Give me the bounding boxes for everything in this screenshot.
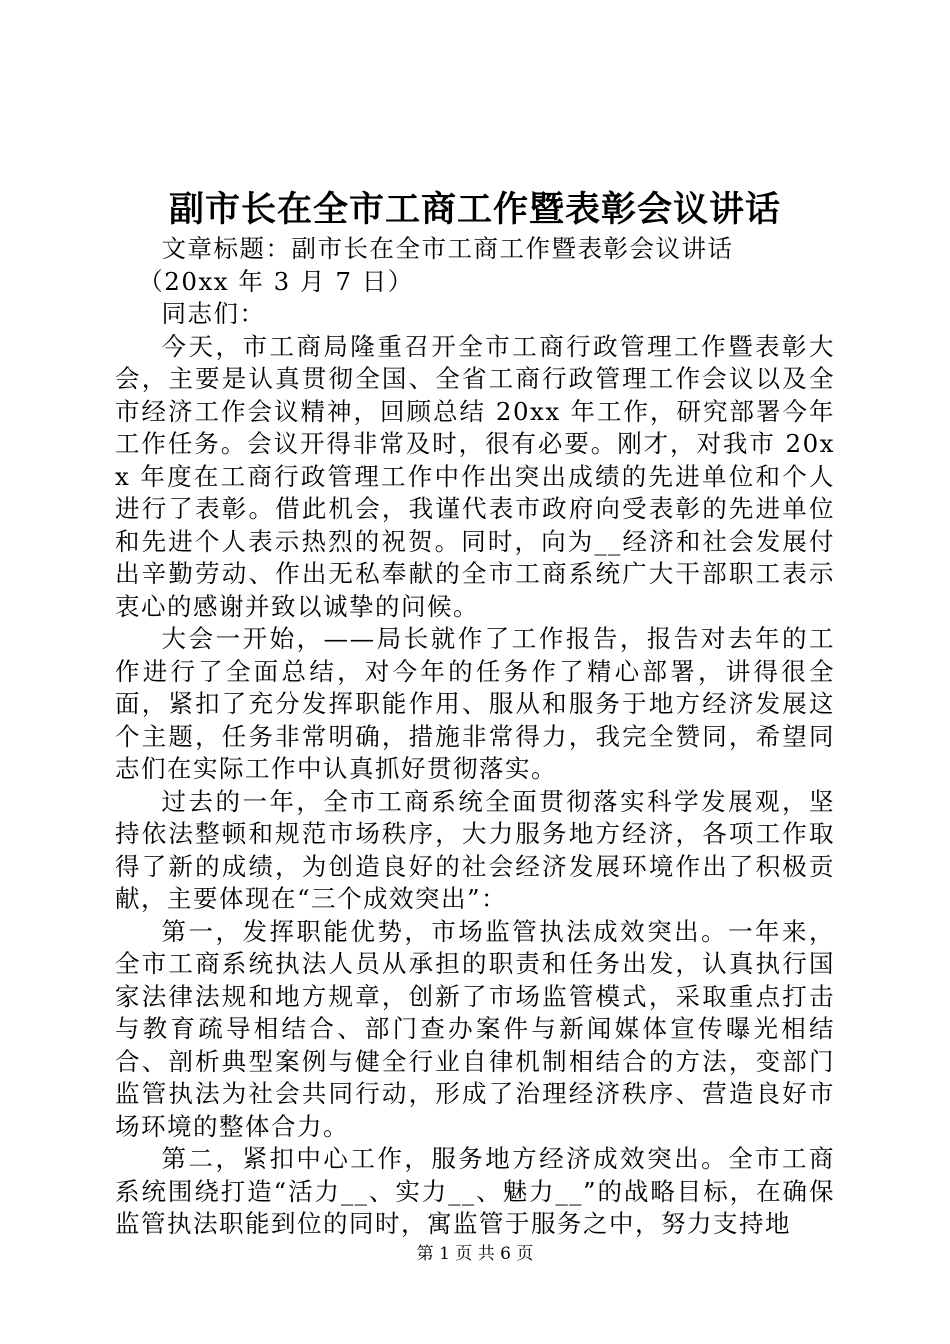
paragraph: 大会一开始，——局长就作了工作报告，报告对去年的工作进行了全面总结，对今年的任务作了精心部署，讲得很全面，紧扣了充分发挥职能作用、服从和服务于地方经济发展这个主题，任务非常明确，措施非常得力，我完全赞同，希望同志们在实际工作中认真抓好贯彻落实。 xyxy=(115,624,835,783)
page-footer: 第 1 页 共 6 页 xyxy=(416,1244,534,1264)
salutation: 同志们： xyxy=(161,299,266,328)
document-body xyxy=(115,233,835,1241)
paragraph: 过去的一年，全市工商系统全面贯彻落实科学发展观，坚持依法整顿和规范市场秩序，大力服务地方经济，各项工作取得了新的成绩，为创造良好的社会经济发展环境作出了积极贡献，主要体现在“三个成效突出”： xyxy=(115,786,835,913)
article-title-line: 文章标题：副市长在全市工商工作暨表彰会议讲话 xyxy=(161,234,734,263)
document-title: 副市长在全市工商工作暨表彰会议讲话 xyxy=(168,189,781,230)
paragraph: 今天，市工商局隆重召开全市工商行政管理工作暨表彰大会，主要是认真贯彻全国、全省工商行政管理工作会议以及全市经济工作会议精神，回顾总结 20xx 年工作，研究部署今年工作任务。会议开得非常及时，很有必要。刚才，对我市 20xx 年度在工商行政管理工作中作出突出成绩的先进单位和个人进行了表彰。借此机会，我谨代表市政府向受表彰的先进单位和先进个人表示热烈的祝贺。同时，向为__经济和社会发展付出辛勤劳动、作出无私奉献的全市工商系统广大干部职工表示衷心的感谢并致以诚挚的问候。 xyxy=(115,331,835,621)
date-line: （20xx 年 3 月 7 日） xyxy=(138,266,414,296)
paragraph: 第一，发挥职能优势，市场监管执法成效突出。一年来，全市工商系统执法人员从承担的职责和任务出发，认真执行国家法律法规和地方规章，创新了市场监管模式，采取重点打击与教育疏导相结合、部门查办案件与新闻媒体宣传曝光相结合、剖析典型案例与健全行业自律机制相结合的方法，变部门监管执法为社会共同行动，形成了治理经济秩序、营造良好市场环境的整体合力。 xyxy=(115,916,835,1141)
paragraph: 第二，紧扣中心工作，服务地方经济成效突出。全市工商系统围绕打造“活力__、实力__、魅力__”的战略目标，在确保监管执法职能到位的同时，寓监管于服务之中，努力支持地 xyxy=(115,1144,835,1238)
